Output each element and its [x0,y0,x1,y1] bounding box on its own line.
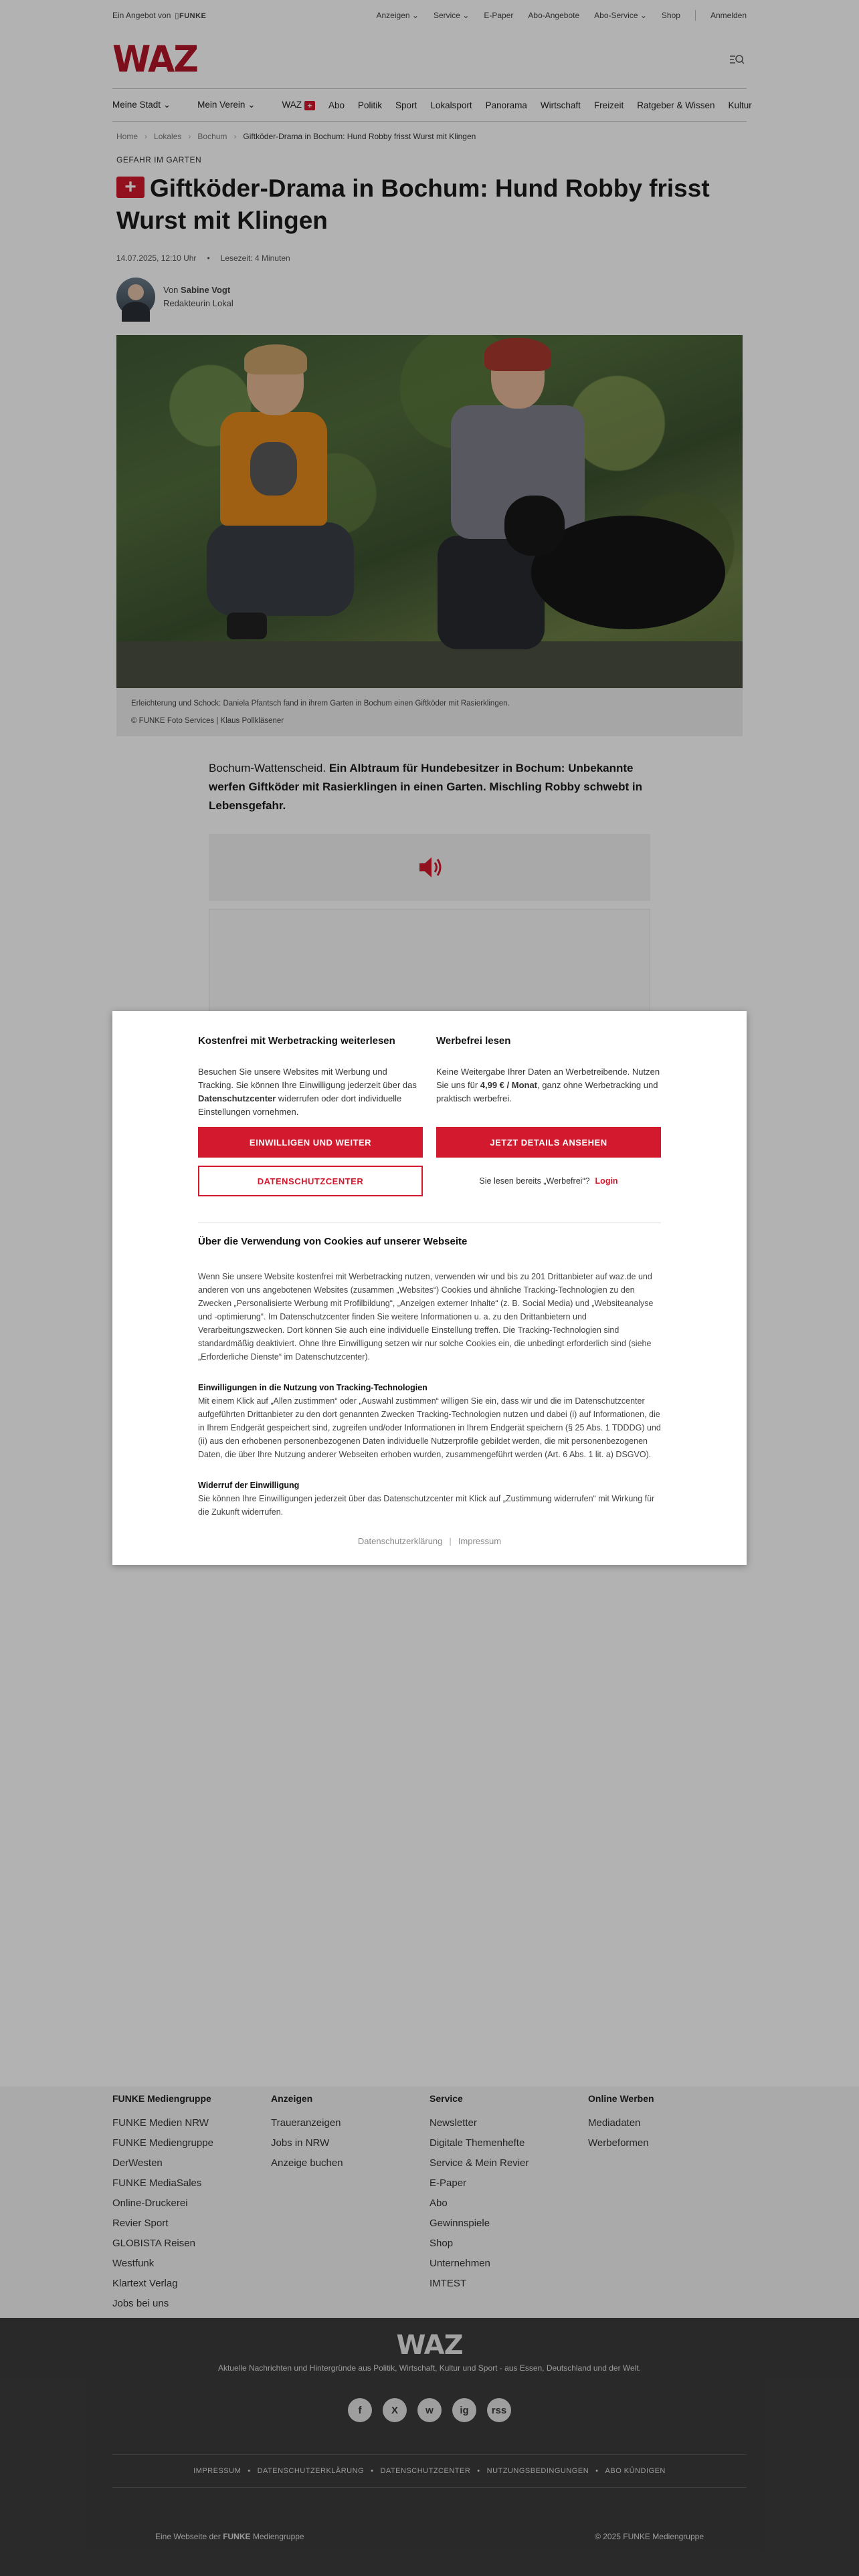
consent-option-adfree [436,1035,661,1196]
lead-place: Bochum-Wattenscheid. [209,761,326,774]
utility-link-service[interactable]: Service ⌄ [433,11,470,20]
footer-link[interactable]: Jobs in NRW [271,2137,330,2149]
footer-link[interactable]: Klartext Verlag [112,2278,178,2289]
footer-link[interactable]: Revier Sport [112,2218,169,2229]
chevron-down-icon: ⌄ [248,100,256,110]
footer-link[interactable]: Abo [430,2197,448,2209]
footer-col-title: Anzeigen [271,2093,313,2104]
consent-dialog [112,1011,747,1565]
login-link[interactable]: Anmelden [710,11,747,20]
headline-text: Giftköder-Drama in Bochum: Hund Robby frisst Wurst mit Klingen [116,175,710,234]
cookie-consent-text: Mit einem Klick auf „Allen zustimmen“ oder „Auswahl zustimmen“ willigen Sie ein, dass wir und die im Datenschutzcenter aufgeführten Drittanbieter zu den dort genannten Zwecken Tracking-Technologien nutzen und dabei (i) auf Informationen, die in Ihrem Endgerät gespeichert sind, zugreifen und/oder Informationen in Ihrem Endgerät speichern (§ 25 Abs. 1 TDDDG) und (ii) aus den erhobenen personenbezogenen Daten individuelle Nutzerprofile gebildet werden, die mit personenbezogenen Daten, die über Ihre Nutzung anderer Webseiten erhoben wurden, zusammengeführt werden (Art. 6 Abs. 1 lit. a) DSGVO). [198,1396,661,1459]
legal-impressum[interactable]: IMPRESSUM [193,2467,242,2475]
consent-imprint-link[interactable]: Impressum [458,1536,502,1546]
chevron-down-icon: ⌄ [640,11,647,20]
author-prefix: Von [163,284,179,295]
chevron-down-icon: ⌄ [411,11,419,20]
instagram-icon[interactable]: ig [452,2398,476,2422]
chevron-down-icon: ⌄ [163,100,171,110]
breadcrumb-home[interactable]: Home [116,132,138,141]
nav-ratgeber[interactable]: Ratgeber & Wissen [637,100,715,110]
breadcrumb-lokales[interactable]: Lokales [154,132,182,141]
nav-sport[interactable]: Sport [395,100,417,110]
footer-col-title: Online Werben [588,2093,654,2104]
site-of-note: Eine Webseite der FUNKE Mediengruppe [155,2532,304,2541]
footer-link[interactable]: Jobs bei uns [112,2298,169,2309]
nav-wirtschaft[interactable]: Wirtschaft [540,100,581,110]
cookie-revoke-section [198,1479,661,1519]
nav-panorama[interactable]: Panorama [485,100,527,110]
footer-tagline: Aktuelle Nachrichten und Hintergründe aus Politik, Wirtschaft, Kultur und Sport - aus Essen, Deutschland und der Welt. [217,2363,642,2373]
cookie-revoke-text: Sie können Ihre Einwilligungen jederzeit über das Datenschutzcenter mit Klick auf „Zustimmung widerrufen“ mit Wirkung für die Zukunft widerrufen. [198,1494,655,1517]
nav-meine-stadt[interactable]: Meine Stadt ⌄ [112,100,171,110]
adfree-login-link[interactable]: Login [595,1176,618,1186]
legal-abo-kuendigen[interactable]: ABO KÜNDIGEN [605,2467,666,2475]
footer-link[interactable]: Gewinnspiele [430,2218,490,2229]
article-date: 14.07.2025, 12:10 Uhr [116,253,197,263]
consent-privacy-link[interactable]: Datenschutzerklärung [357,1536,443,1546]
cookie-consent-section [198,1381,661,1461]
article-readtime: Lesezeit: 4 Minuten [220,253,290,263]
adfree-price: 4,99 € / Monat [480,1080,538,1090]
footer-logo[interactable]: WAZ [396,2330,463,2361]
footer-link[interactable]: Werbeformen [588,2137,649,2149]
nav-abo[interactable]: Abo [328,100,345,110]
legal-datenschutzcenter[interactable]: DATENSCHUTZCENTER [380,2467,471,2475]
rss-icon[interactable]: rss [487,2398,511,2422]
consent-footer: Datenschutzerklärung | Impressum [357,1536,502,1546]
caption-text: Erleichterung und Schock: Daniela Pfantsch fand in ihrem Garten in Bochum einen Giftköder mit Rasierklingen. [131,699,510,708]
breadcrumb-bochum[interactable]: Bochum [197,132,227,141]
photo-credit: © FUNKE Foto Services | Klaus Pollkläsener [131,716,284,725]
privacy-center-inline-link[interactable]: Datenschutzcenter [198,1093,276,1103]
footer-link[interactable]: Digitale Themenhefte [430,2137,525,2149]
utility-link-abo-angebote[interactable]: Abo-Angebote [528,11,580,20]
footer-link[interactable]: Unternehmen [430,2258,490,2269]
login-question: Sie lesen bereits „Werbefrei“? [479,1176,590,1186]
footer-link[interactable]: FUNKE Mediengruppe [112,2137,213,2149]
nav-waz-plus[interactable]: WAZ + [282,100,316,110]
consent-options [198,1035,661,1196]
nav-lokalsport[interactable]: Lokalsport [430,100,472,110]
breadcrumb-current: Giftköder-Drama in Bochum: Hund Robby frisst Wurst mit Klingen [243,132,476,141]
adfree-login-row [436,1166,661,1196]
legal-datenschutzerklaerung[interactable]: DATENSCHUTZERKLÄRUNG [257,2467,365,2475]
footer-link[interactable]: DerWesten [112,2157,163,2169]
lead-text: Ein Albtraum für Hundebesitzer in Bochum: Unbekannte werfen Giftköder mit Rasierklingen in einen Garten. Mischling Robby schwebt in Lebensgefahr. [209,761,643,812]
footer-link[interactable]: Anzeige buchen [271,2157,343,2169]
details-button[interactable]: JETZT DETAILS ANSEHEN [436,1127,661,1158]
footer-legal-links: IMPRESSUM • DATENSCHUTZERKLÄRUNG • DATENSCHUTZCENTER • NUTZUNGSBEDINGUNGEN • ABO KÜNDIGEN [112,2454,747,2488]
footer-col-title: Service [430,2093,463,2104]
utility-link-shop[interactable]: Shop [661,11,680,20]
legal-nutzungsbedingungen[interactable]: NUTZUNGSBEDINGUNGEN [486,2467,589,2475]
consent-right-title: Werbefrei lesen [436,1035,511,1047]
footer-link[interactable]: FUNKE MediaSales [112,2177,202,2189]
whatsapp-icon[interactable]: w [417,2398,442,2422]
chevron-right-icon: › [145,132,148,141]
author-name[interactable]: Sabine Vogt [181,284,231,295]
nav-freizeit[interactable]: Freizeit [593,100,624,110]
footer-link[interactable]: Traueranzeigen [271,2117,341,2129]
cookie-revoke-title: Widerruf der Einwilligung [198,1481,300,1490]
utility-link-abo-service[interactable]: Abo-Service ⌄ [594,11,647,20]
article-kicker: GEFAHR IM GARTEN [116,155,202,165]
footer-link[interactable]: Mediadaten [588,2117,641,2129]
footer-link[interactable]: GLOBISTA Reisen [112,2238,195,2249]
footer-col-title: FUNKE Mediengruppe [112,2093,211,2104]
footer-link[interactable]: FUNKE Medien NRW [112,2117,209,2129]
facebook-icon[interactable]: f [348,2398,372,2422]
utility-link-anzeigen[interactable]: Anzeigen ⌄ [376,11,419,20]
funke-logo[interactable]: ▯FUNKE [175,11,207,20]
plus-icon: + [304,101,315,110]
footer-link[interactable]: Westfunk [112,2258,155,2269]
chevron-down-icon: ⌄ [462,11,470,20]
offer-text: Ein Angebot von [112,11,171,20]
nav-kultur[interactable]: Kultur [728,100,752,110]
meta-dot: • [207,253,210,263]
nav-mein-verein[interactable]: Mein Verein ⌄ [197,100,256,110]
author-role: Redakteurin Lokal [163,298,233,308]
chevron-right-icon: › [188,132,191,141]
consent-option-tracking [198,1035,423,1196]
consent-right-text: Keine Weitergabe Ihrer Daten an Werbetreibende. Nutzen Sie uns für 4,99 € / Monat, ganz ohne Werbetracking und praktisch werbefrei. [436,1067,660,1103]
copyright: © 2025 FUNKE Mediengruppe [595,2532,704,2541]
footer-link[interactable]: Newsletter [430,2117,477,2129]
cookie-info-text: Wenn Sie unsere Website kostenfrei mit Werbetracking nutzen, verwenden wir und bis zu 201 Drittanbieter auf waz.de und anderen von uns angebotenen Websites (zusammen „Websites“) Cookies und ähnliche Tracking-Technologien zu den Zwecken „Personalisierte Werbung mit Profilbildung“, „Anzeigen externer Inhalte“ (z. B. Social Media) und „Websiteanalyse und -optimierung“. Im Datenschutzcenter finden Sie weitere Informationen u. a. zu den Drittanbietern und Verarbeitungszwecken. Dort können Sie auch eine individuelle Einstellung treffen. Die Tracking-Technologien sind standardmäßig deaktiviert. Ohne Ihre Einwilligung setzen wir nur solche Cookies ein, die unbedingt erforderlich sind (siehe „Erforderliche Dienste“ im Datenschutzcenter). [198,1272,654,1362]
cookie-consent-title: Einwilligungen in die Nutzung von Tracking-Technologien [198,1383,427,1392]
footer-link[interactable]: Service & Mein Revier [430,2157,529,2169]
x-icon[interactable]: X [383,2398,407,2422]
privacy-center-button[interactable]: DATENSCHUTZCENTER [198,1166,423,1196]
accept-button[interactable]: EINWILLIGEN UND WEITER [198,1127,423,1158]
cookie-section-title: Über die Verwendung von Cookies auf unserer Webseite [198,1236,468,1247]
consent-left-text: Besuchen Sie unsere Websites mit Werbung und Tracking. Sie können Ihre Einwilligung jederzeit über das Datenschutzcenter widerrufen oder dort individuelle Einstellungen vornehmen. [198,1067,417,1117]
consent-left-title: Kostenfrei mit Werbetracking weiterlesen [198,1035,395,1047]
footer-link[interactable]: E-Paper [430,2177,467,2189]
chevron-right-icon: › [233,132,237,141]
footer-link[interactable]: Online-Druckerei [112,2197,188,2209]
site-logo[interactable]: WAZ [112,38,197,81]
nav-politik[interactable]: Politik [358,100,383,110]
footer-link[interactable]: Shop [430,2238,454,2249]
footer-link[interactable]: IMTEST [430,2278,466,2289]
utility-link-epaper[interactable]: E-Paper [484,11,514,20]
plus-icon: + [116,177,145,198]
